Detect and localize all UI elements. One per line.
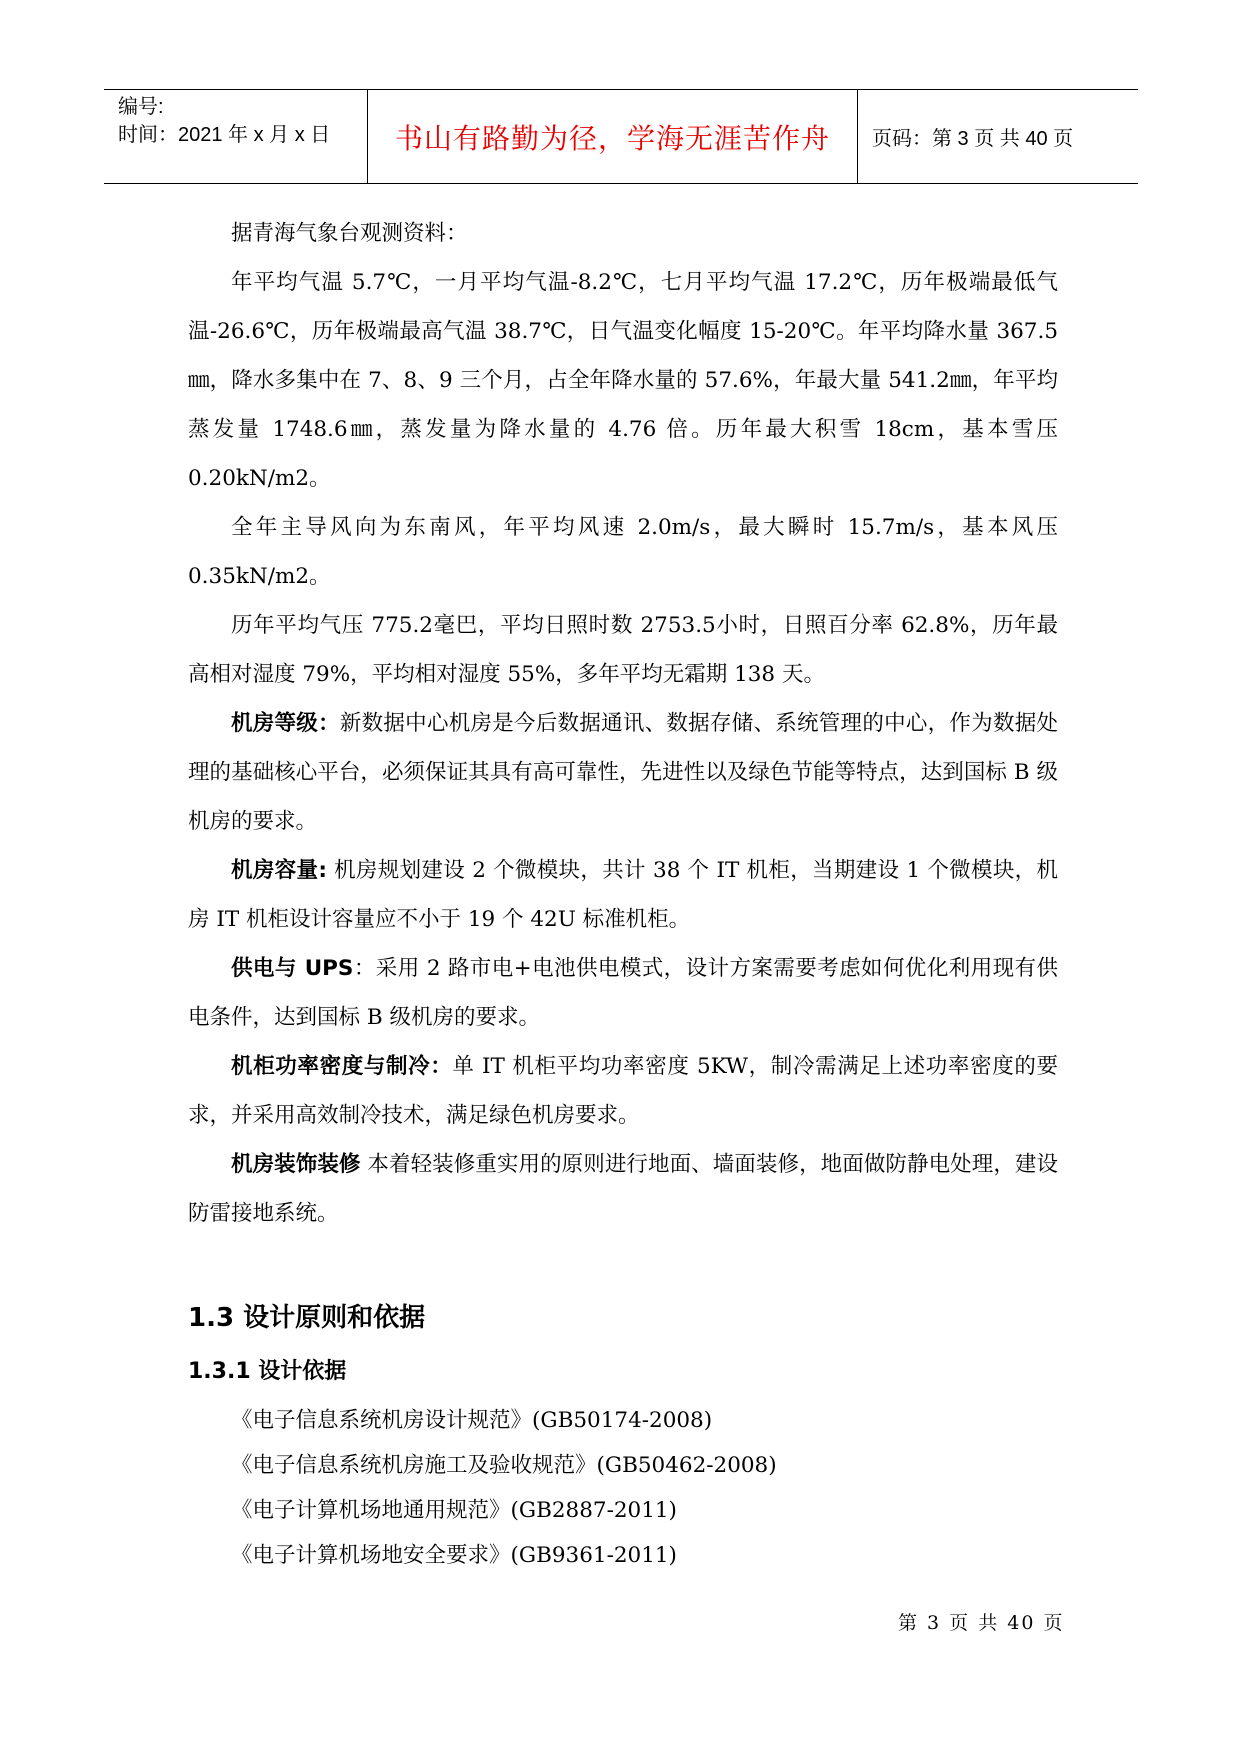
header-page-info-cell bbox=[858, 90, 1138, 183]
paragraph-cabinet-cooling bbox=[188, 1042, 1058, 1140]
body-content bbox=[188, 209, 1058, 1238]
paragraph-power-ups bbox=[188, 944, 1058, 1042]
room-level-label: 机房等级： bbox=[231, 711, 340, 736]
header-page-info: 页码：第 3 页 共 40 页 bbox=[872, 128, 1074, 150]
power-ups-text: ：采用 2 路市电+电池供电模式，设计方案需要考虑如何优化利用现有供电条件，达到国标 B 级机房的要求。 bbox=[188, 956, 1059, 1030]
decoration-text: 本着轻装修重实用的原则进行地面、墙面装修，地面做防静电处理，建设防雷接地系统。 bbox=[188, 1152, 1058, 1226]
document-time: 时间：2021 年 x 月 x 日 bbox=[118, 124, 331, 146]
cabinet-cooling-text: 单 IT 机柜平均功率密度 5KW，制冷需满足上述功率密度的要求，并采用高效制冷技术，满足绿色机房要求。 bbox=[188, 1054, 1058, 1128]
list-item: 《电子信息系统机房施工及验收规范》(GB50462-2008) bbox=[231, 1453, 777, 1478]
page-footer: 第 3 页 共 40 页 bbox=[898, 1612, 1065, 1634]
paragraph-decoration bbox=[188, 1140, 1058, 1238]
room-level-text: 新数据中心机房是今后数据通讯、数据存储、系统管理的中心，作为数据处理的基础核心平台，必须保证其具有高可靠性，先进性以及绿色节能等特点，达到国标 B 级机房的要求。 bbox=[188, 711, 1058, 834]
standards-list bbox=[188, 1398, 1058, 1578]
paragraph-temperature: 年平均气温 5.7℃，一月平均气温-8.2℃，七月平均气温 17.2℃，历年极端最低气温-26.6℃，历年极端最高气温 38.7℃，日气温变化幅度 15-20℃。年平均降水量 367.5㎜，降水多集中在 7、8、9 三个月，占全年降水量的 57.6%，年最大量 541.2㎜，年平均蒸发量 1748.6㎜，蒸发量为降水量的 4.76 倍。历年最大积雪 18cm，基本雪压 0.20kN/m2。 bbox=[188, 270, 1058, 491]
room-capacity-text: 机房规划建设 2 个微模块，共计 38 个 IT 机柜，当期建设 1 个微模块，机房 IT 机柜设计容量应不小于 19 个 42U 标准机柜。 bbox=[188, 858, 1058, 932]
cabinet-cooling-label: 机柜功率密度与制冷： bbox=[231, 1054, 453, 1079]
paragraph-room-capacity bbox=[188, 846, 1058, 944]
decoration-label: 机房装饰装修 bbox=[231, 1152, 361, 1177]
paragraph-room-level bbox=[188, 699, 1058, 846]
header-motto-cell bbox=[368, 90, 858, 183]
section-heading: 1.3 设计原则和依据 bbox=[188, 1303, 426, 1333]
list-item: 《电子信息系统机房设计规范》(GB50174-2008) bbox=[231, 1408, 713, 1433]
room-capacity-label: 机房容量: bbox=[231, 858, 327, 883]
paragraph-climate-intro: 据青海气象台观测资料： bbox=[231, 221, 468, 246]
page-header bbox=[104, 89, 1138, 184]
header-meta bbox=[104, 90, 368, 183]
paragraph-wind: 全年主导风向为东南风，年平均风速 2.0m/s，最大瞬时 15.7m/s，基本风压 0.35kN/m2。 bbox=[188, 515, 1058, 589]
power-ups-label: 供电与 UPS bbox=[231, 956, 354, 981]
list-item: 《电子计算机场地通用规范》(GB2887-2011) bbox=[231, 1498, 677, 1523]
paragraph-pressure: 历年平均气压 775.2毫巴，平均日照时数 2753.5小时，日照百分率 62.8%，历年最高相对湿度 79%，平均相对湿度 55%，多年平均无霜期 138 天。 bbox=[188, 613, 1058, 687]
header-motto: 书山有路勤为径，学海无涯苦作舟 bbox=[394, 121, 830, 155]
document-number-label: 编号: bbox=[118, 96, 164, 118]
subsection-heading: 1.3.1 设计依据 bbox=[188, 1359, 347, 1384]
list-item: 《电子计算机场地安全要求》(GB9361-2011) bbox=[231, 1543, 677, 1568]
